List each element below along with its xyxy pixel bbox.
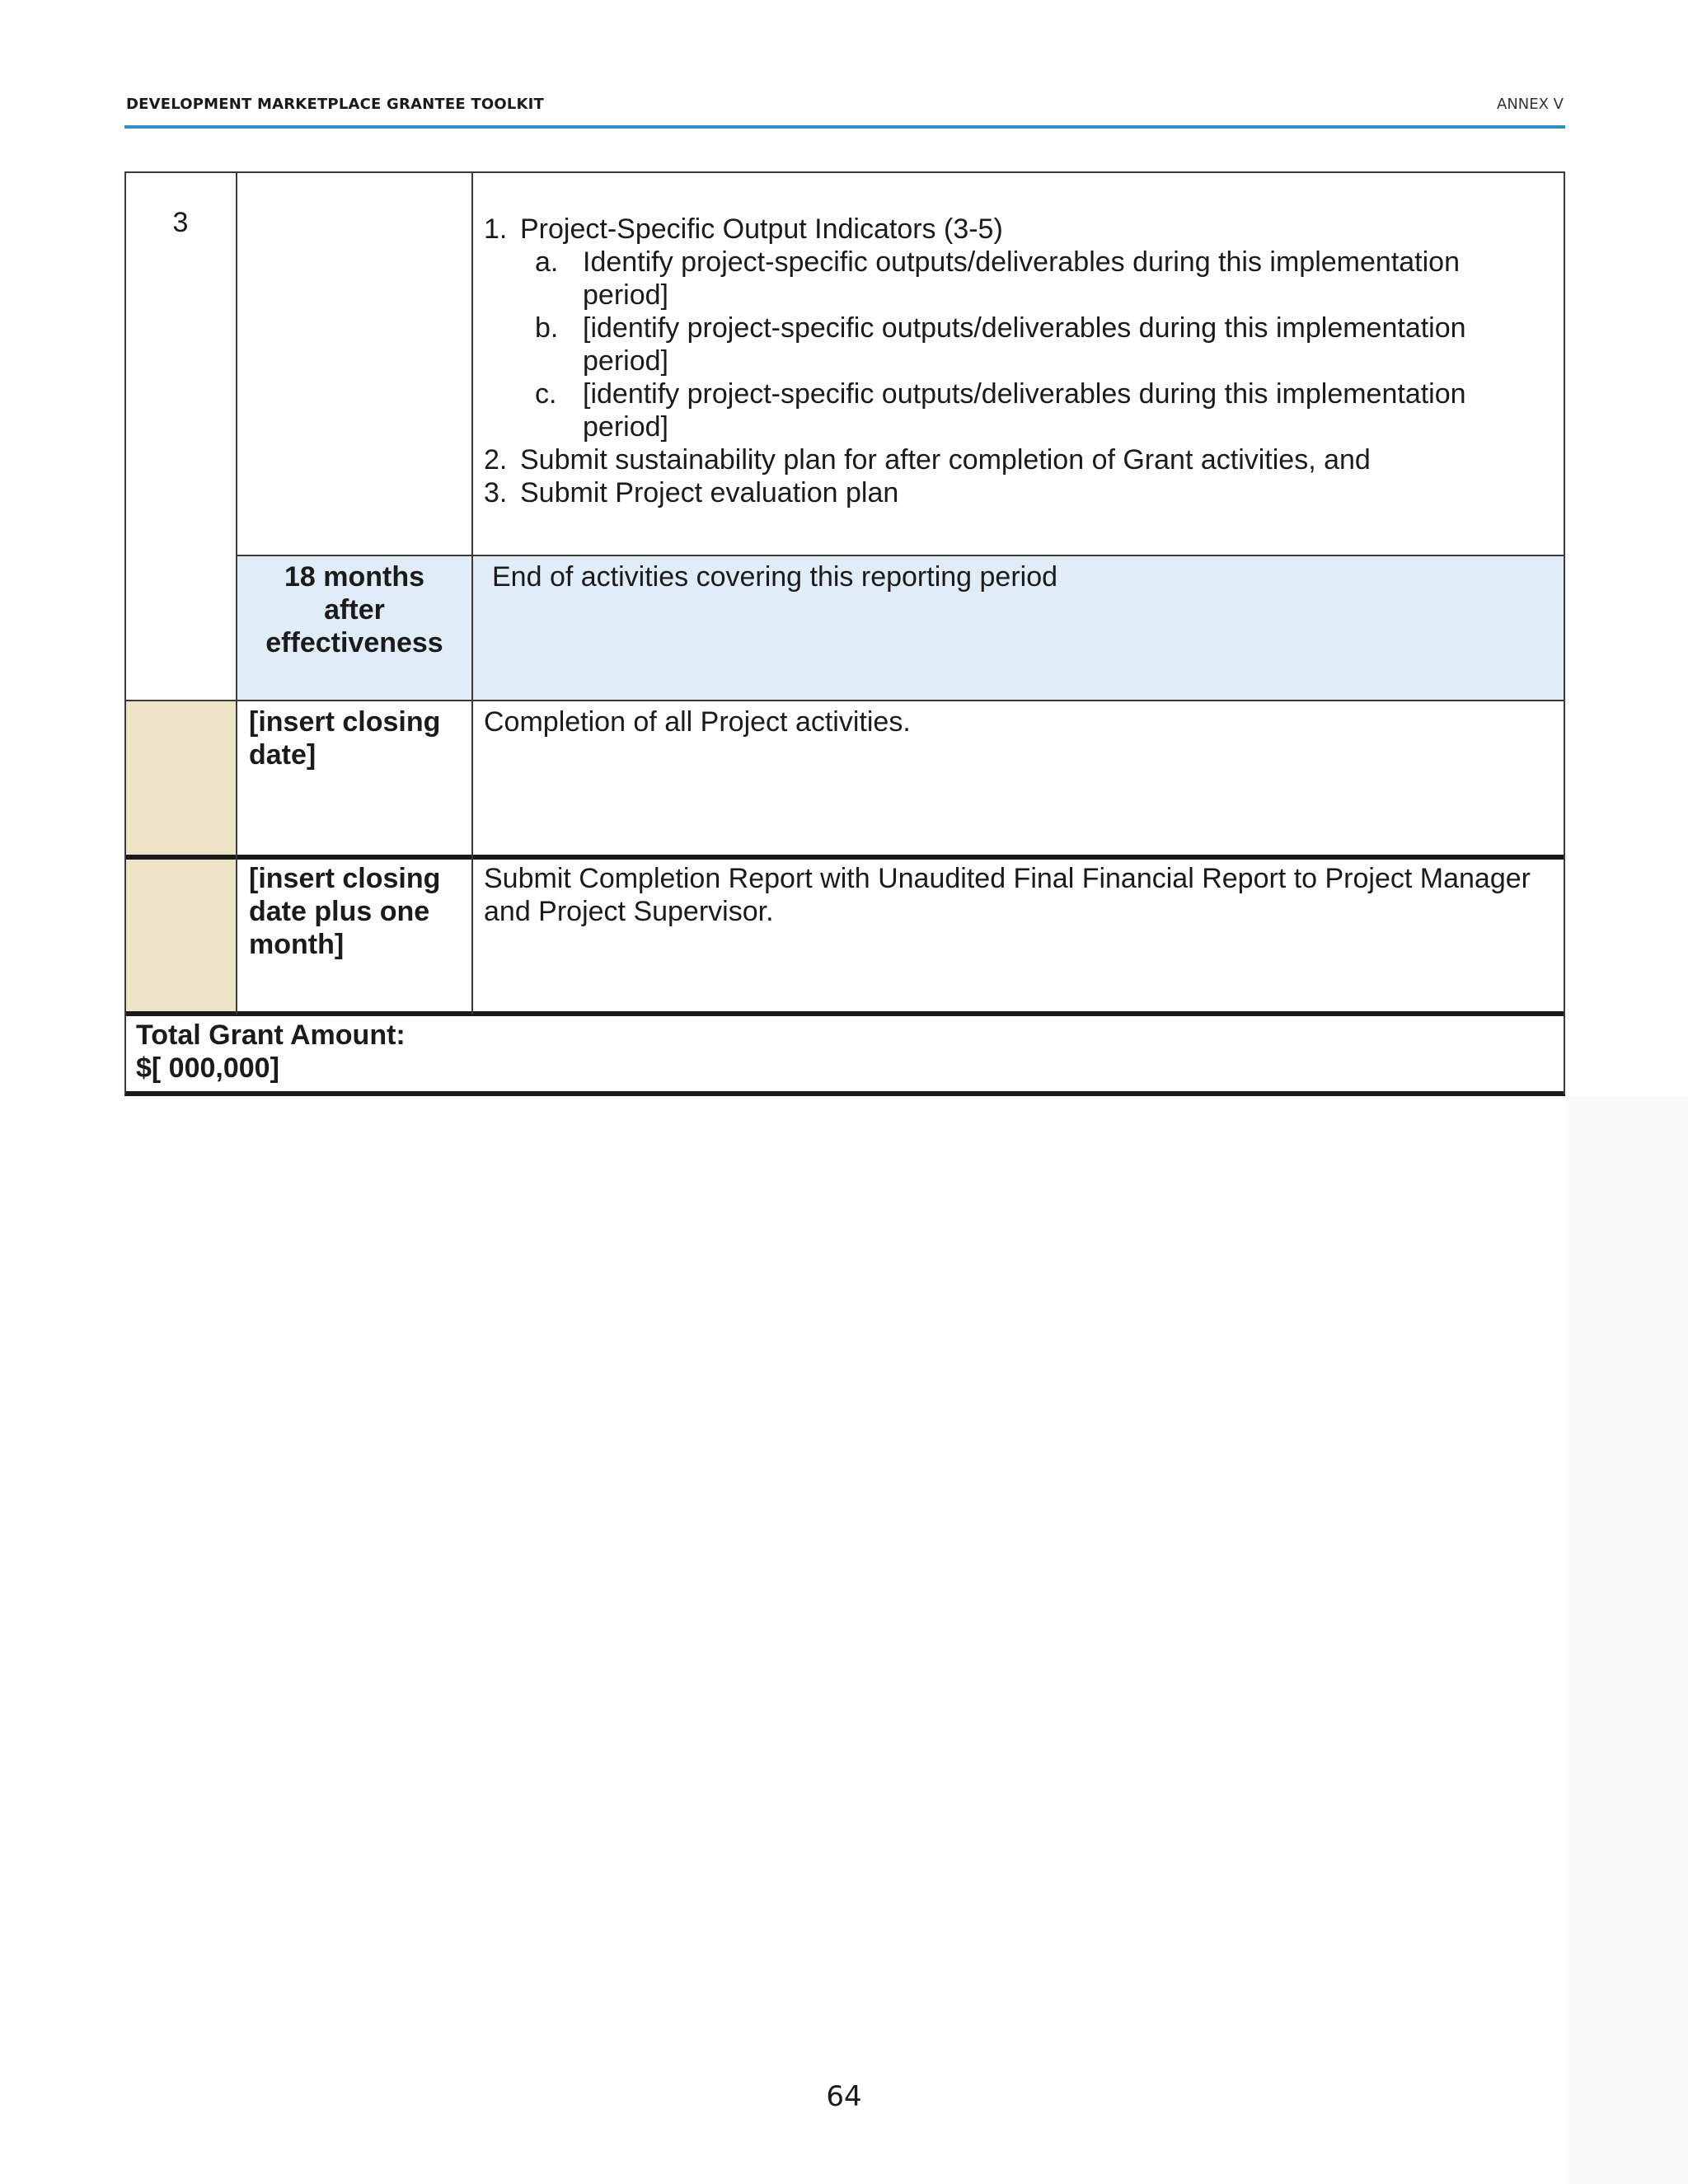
- column-divider: [236, 555, 237, 1015]
- date-18-months: [237, 560, 472, 659]
- date-line: date plus one: [249, 896, 430, 927]
- date-line: [insert closing: [249, 706, 441, 738]
- running-header: [124, 92, 1565, 129]
- date-line: [insert closing: [249, 863, 441, 894]
- list-text: Identify project-specific outputs/deliverables during this implementation: [583, 246, 1460, 278]
- list-number: 3.: [484, 477, 508, 509]
- list-text: Project-Specific Output Indicators (3-5): [520, 213, 1003, 245]
- list-text: Submit Project evaluation plan: [520, 477, 899, 509]
- total-grant-amount: [136, 1019, 795, 1085]
- table-border-left: [124, 171, 126, 1094]
- document-title: DEVELOPMENT MARKETPLACE GRANTEE TOOLKIT: [126, 96, 545, 113]
- annex-label: ANNEX V: [1497, 96, 1564, 113]
- closing-activity: Completion of all Project activities.: [484, 706, 911, 738]
- column-divider: [236, 171, 237, 555]
- total-label: Total Grant Amount:: [136, 1019, 406, 1051]
- activity-line: and Project Supervisor.: [484, 896, 774, 927]
- row-divider: [237, 555, 1565, 556]
- list-item: [535, 377, 1555, 410]
- list-number: 2.: [484, 444, 508, 476]
- date-line: date]: [249, 739, 316, 771]
- list-text: Submit sustainability plan for after completion of Grant activities, and: [520, 444, 1371, 476]
- tan-cell-closing: [124, 701, 237, 857]
- row-divider-thick: [124, 855, 1565, 860]
- column-divider: [471, 171, 473, 1015]
- table-border-bottom: [124, 1091, 1565, 1096]
- date-line: month]: [249, 929, 345, 960]
- list-item: [535, 246, 1555, 279]
- list-continuation: period]: [583, 345, 668, 377]
- list-letter: c.: [535, 378, 557, 410]
- list-number: 1.: [484, 213, 508, 245]
- activity-line: Submit Completion Report with Unaudited Final Financial Report to Project Manager: [484, 863, 1531, 894]
- date-line: after: [324, 594, 385, 626]
- list-text: [identify project-specific outputs/deliverables during this implementation: [583, 312, 1466, 344]
- total-value: $[ 000,000]: [136, 1052, 279, 1084]
- date-line: effectiveness: [265, 627, 443, 658]
- closing-plus-activity: [484, 862, 1555, 928]
- list-item: [484, 443, 1555, 476]
- date-line: 18 months: [284, 561, 425, 593]
- list-letter: a.: [535, 246, 559, 278]
- page-edge-shade: [1566, 1096, 1688, 2184]
- row-divider: [124, 700, 1565, 701]
- grant-schedule-table: [124, 171, 1565, 1096]
- tan-cell-closing-plus: [124, 857, 237, 1014]
- list-continuation: period]: [583, 411, 668, 443]
- row-number: 3: [172, 207, 189, 238]
- page-number: 64: [826, 2080, 862, 2113]
- list-item: [535, 312, 1555, 344]
- closing-plus-date: [249, 862, 471, 961]
- closing-date: [249, 705, 471, 771]
- deliverables-list: [484, 213, 1555, 509]
- row-divider-thick: [124, 1011, 1565, 1016]
- table-border-right: [1564, 171, 1565, 1094]
- list-text: [identify project-specific outputs/deliverables during this implementation: [583, 378, 1466, 410]
- activity-18-months: End of activities covering this reporting period: [492, 561, 1058, 593]
- list-letter: b.: [535, 312, 559, 344]
- list-item: [484, 476, 1555, 509]
- list-item: [484, 213, 1555, 246]
- list-continuation: period]: [583, 279, 668, 311]
- table-border-top: [124, 171, 1565, 173]
